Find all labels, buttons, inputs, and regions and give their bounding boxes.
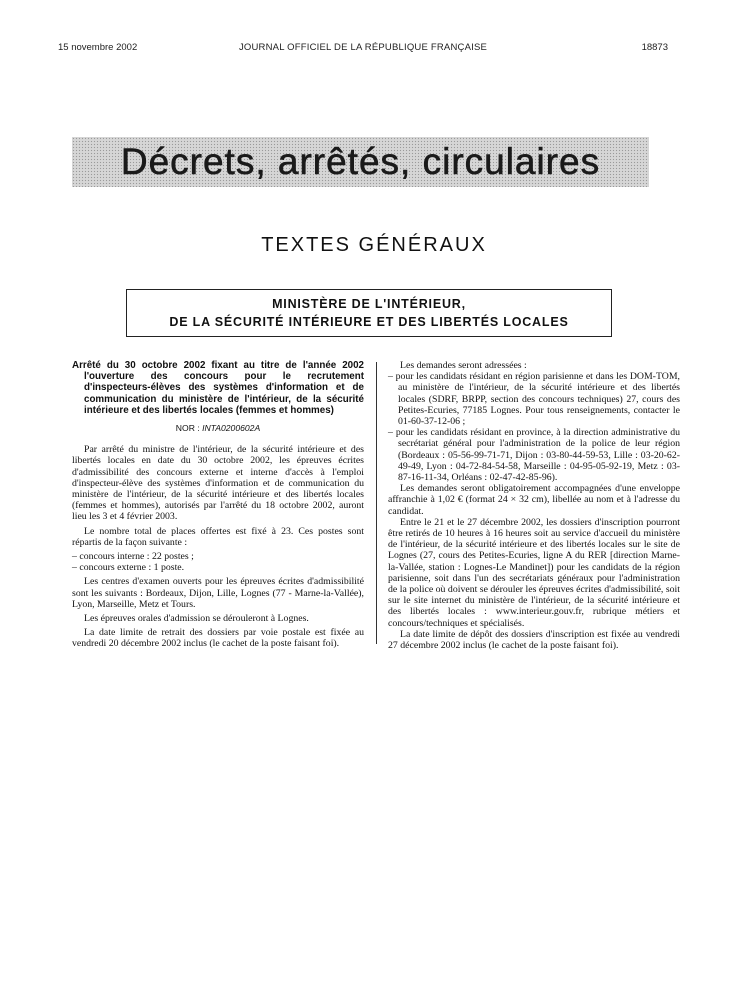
address-list — [388, 371, 680, 483]
list-item: – concours interne : 22 postes ; — [72, 551, 194, 563]
paragraph: Les demandes seront obligatoirement accompagnées d'une enveloppe affranchie à 1,02 € (format 24 × 32 cm), libellée au nom et à l'adresse du candidat. — [388, 483, 680, 517]
page-header — [58, 42, 668, 58]
list-item: – pour les candidats résidant en région parisienne et dans les DOM-TOM, au ministère de l'intérieur, de la sécurité intérieure et des libertés locales (SDRF, BRPP, section des concours techniques) 27, cours des Petites-Ecuries, 77185 Lognes. Pour tous renseignements, contacter le 01-60-37-12-06 ; — [388, 371, 680, 428]
section-banner — [72, 137, 649, 187]
paragraph: Les épreuves orales d'admission se dérouleront à Lognes. — [84, 613, 309, 625]
paragraph: Le nombre total de places offertes est fixé à 23. Ces postes sont répartis de la façon suivante : — [72, 525, 364, 548]
paragraph: Par arrêté du ministre de l'intérieur, de la sécurité intérieure et des libertés locales en date du 30 octobre 2002, les épreuves écrites d'admissibilité des concours externe et interne d'accès à l'emploi d'inspecteur-élève des systèmes d'information et de communication du ministère de l'intérieur, de la sécurité intérieure et des libertés locales (femmes et hommes), autorisés par l'arrêté du 18 octobre 2002, auront lieu les 3 et 4 février 2003. — [72, 444, 364, 523]
column-divider — [376, 362, 377, 644]
page-number: 18873 — [641, 42, 668, 53]
paragraph: Entre le 21 et le 27 décembre 2002, les dossiers d'inscription pourront être retirés de 10 heures à 16 heures soit au service d'accueil du ministère de l'intérieur, de la sécurité intérieure et des libertés locales sur le site de Lognes (27, cours des Petites-Ecuries, ligne A du RER [direction Marne-la-Vallée, station : Lognes-Le Mandinet]) pour les candidats de la région parisienne, soit dans l'un des secrétariats généraux pour l'administration de la police où doivent se dérouler les épreuves écrites d'admissibilité, soit sur le site internet du ministère de l'intérieur, de la sécurité intérieure et des libertés locales : www.interieur.gouv.fr, rubrique métiers et concours/techniques et spécialisés. — [388, 516, 680, 629]
nor-code: INTA0200602A — [202, 423, 261, 434]
posts-list — [72, 551, 364, 573]
banner-title: Décrets, arrêtés, circulaires — [120, 141, 601, 182]
ministry-line-2: DE LA SÉCURITÉ INTÉRIEURE ET DES LIBERTÉS LOCALES — [169, 315, 569, 329]
ministry-line-1: MINISTÈRE DE L'INTÉRIEUR, — [272, 297, 466, 311]
paragraph: Les centres d'examen ouverts pour les épreuves écrites d'admissibilité sont les suivants : Bordeaux, Dijon, Lille, Lognes (77 - Marne-la-Vallée), Lyon, Marseille, Metz et Tours. — [72, 576, 364, 610]
paragraph: La date limite de retrait des dossiers par voie postale est fixée au vendredi 20 décembre 2002 inclus (le cachet de la poste faisant foi). — [72, 627, 364, 650]
ministry-box — [126, 289, 612, 337]
nor-label: NOR : — [175, 423, 200, 434]
list-item: – concours externe : 1 poste. — [72, 562, 185, 574]
right-column — [388, 360, 680, 651]
article-title: Arrêté du 30 octobre 2002 fixant au titre de l'année 2002 l'ouverture des concours pour le recrutement d'inspecteurs-élèves des systèmes d'information et de communication du ministère de l'intérieur, de la sécurité intérieure et des libertés locales (femmes et hommes) — [72, 360, 364, 416]
nor-reference — [72, 423, 364, 434]
paragraph: La date limite de dépôt des dossiers d'inscription est fixée au vendredi 27 décembre 2002 inclus (le cachet de la poste faisant foi). — [388, 628, 680, 652]
journal-title: JOURNAL OFFICIEL DE LA RÉPUBLIQUE FRANÇAISE — [238, 42, 488, 53]
list-item: – pour les candidats résidant en province, à la direction administrative du secrétariat général pour l'administration de la police de leur région (Bordeaux : 05-56-99-71-71, Dijon : 03-80-44-59-53, Lille : 03-20-62-49-49, Lyon : 04-72-84-54-58, Marseille : 04-95-05-92-19, Metz : 03-87-16-11-34, Orléans : 02-47-42-85-96). — [388, 427, 680, 484]
paragraph: Les demandes seront adressées : — [400, 360, 527, 371]
section-title: TEXTES GÉNÉRAUX — [261, 234, 487, 256]
left-column — [72, 360, 364, 653]
header-date: 15 novembre 2002 — [58, 42, 138, 53]
